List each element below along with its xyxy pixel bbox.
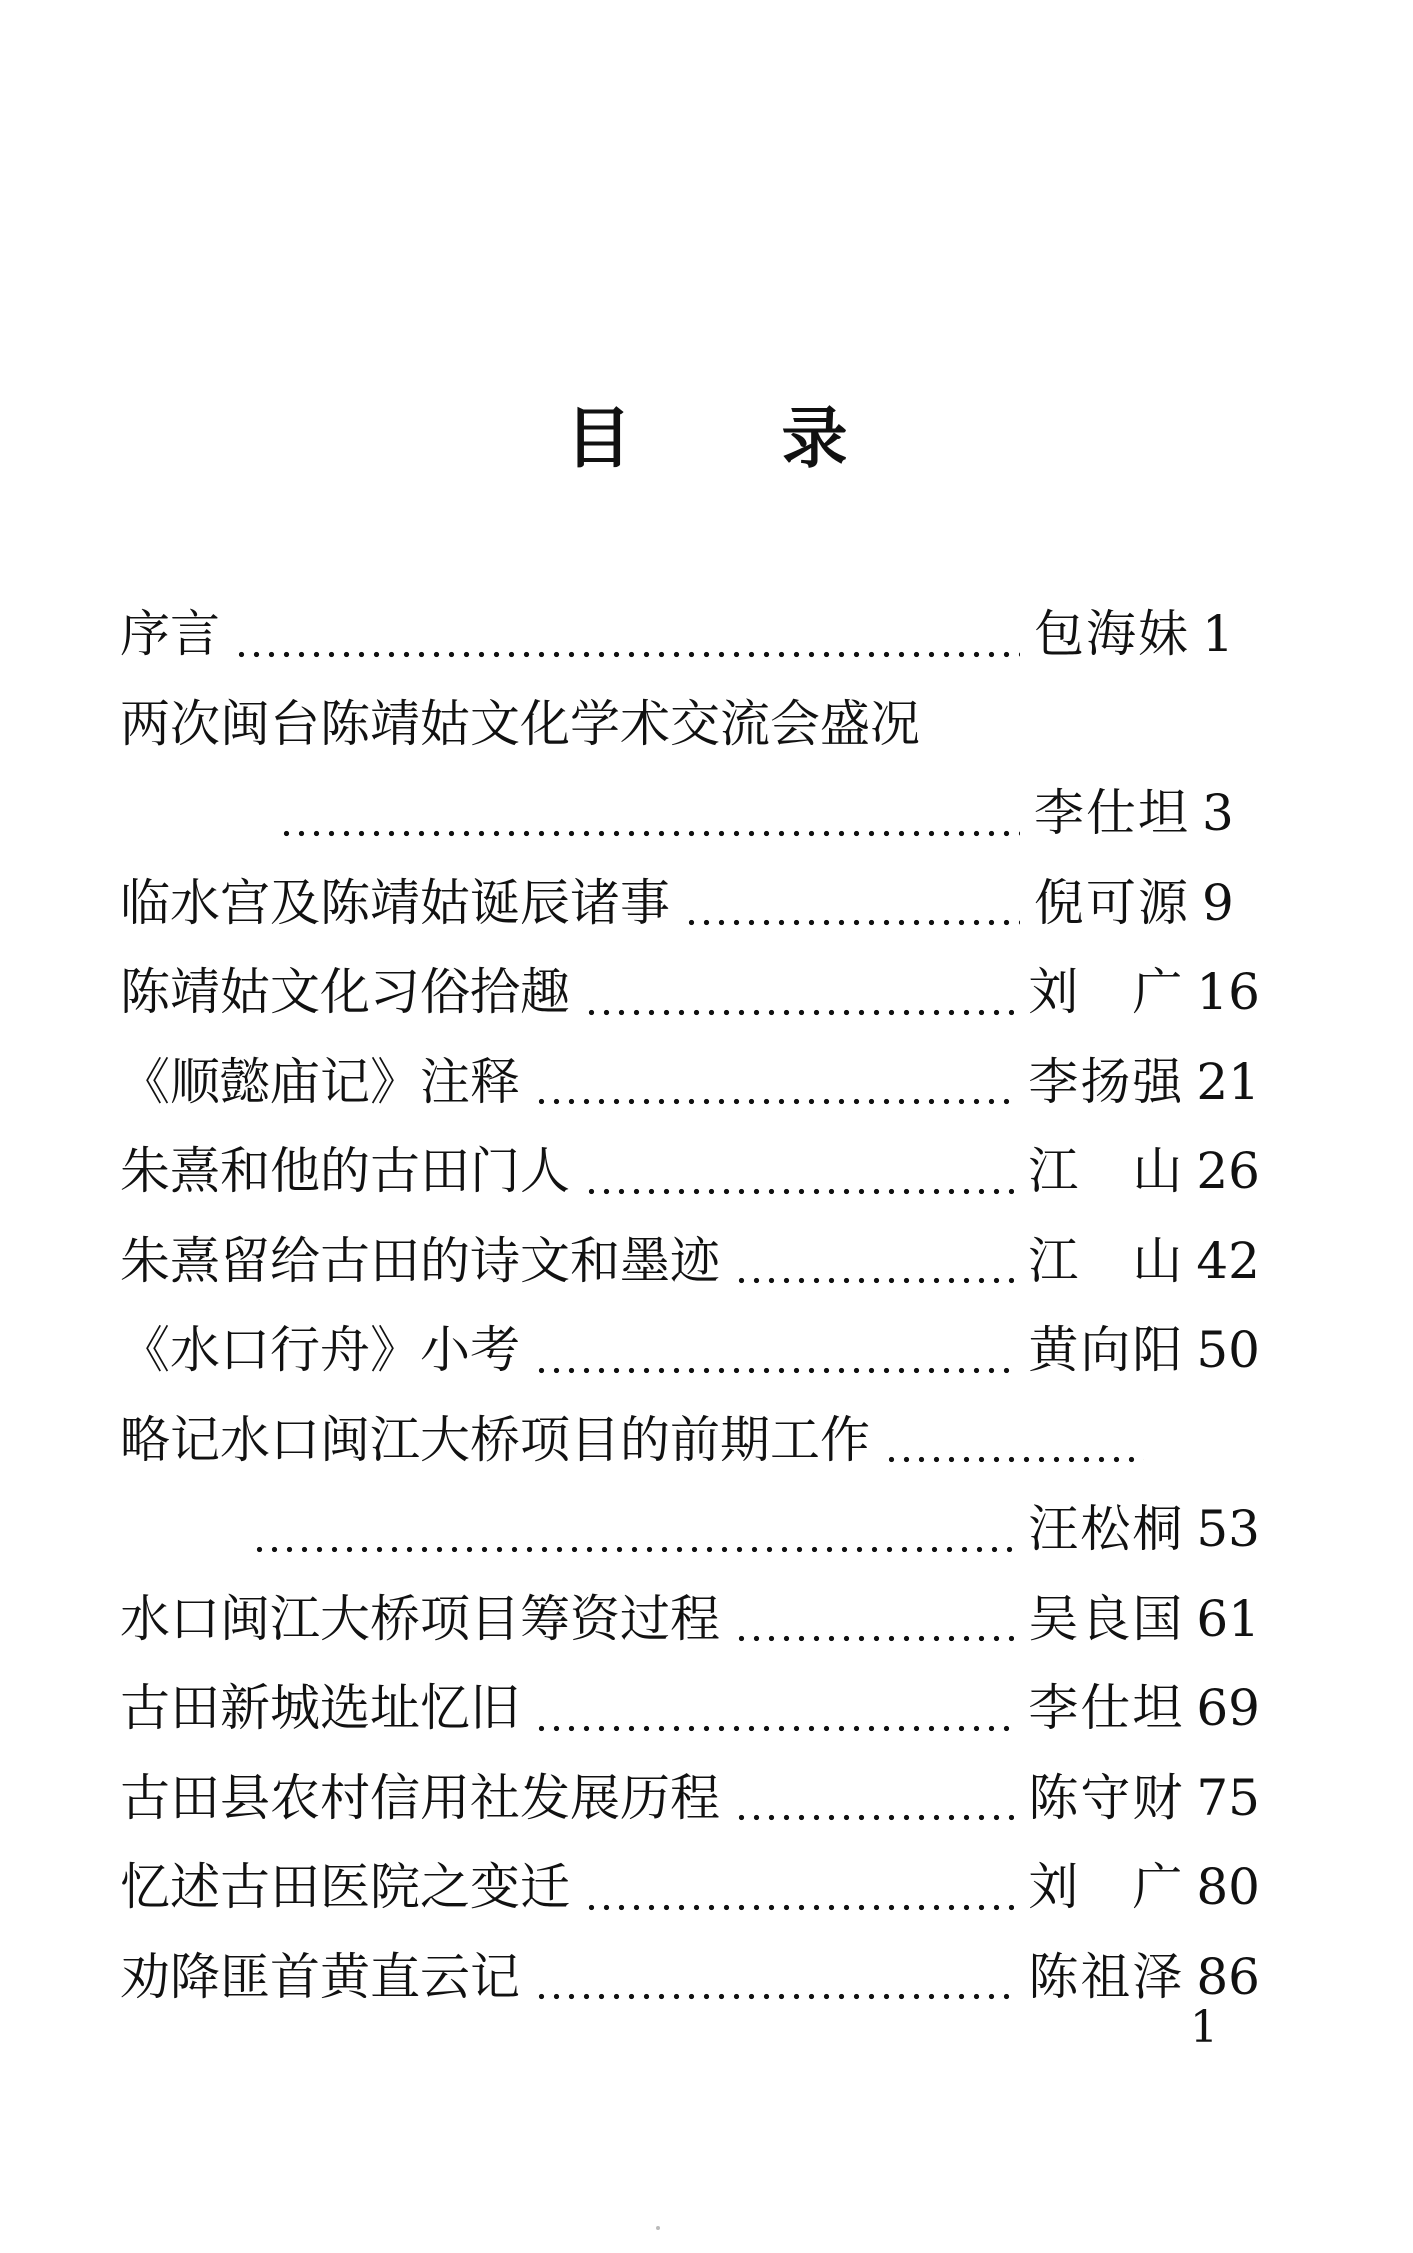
entry-title: 古田县农村信用社发展历程: [120, 1768, 720, 1827]
entry-author: 汪松桐: [1028, 1500, 1185, 1558]
entry-title: 临水宫及陈靖姑诞辰诸事: [120, 873, 670, 932]
leader-dots: [884, 1407, 1144, 1467]
page-number: 1: [1190, 2002, 1218, 2053]
entry-title: 水口闽江大桥项目筹资过程: [120, 1589, 720, 1648]
leader-dots: [234, 602, 1020, 662]
toc-entry[interactable]: [120, 590, 1260, 680]
toc-entry-continuation[interactable]: [120, 769, 1260, 859]
leader-dots: [734, 1586, 1014, 1646]
entry-page: 61: [1196, 1589, 1260, 1648]
leader-dots: [734, 1765, 1014, 1825]
toc-entry[interactable]: [120, 680, 1260, 770]
entry-title: 略记水口闽江大桥项目的前期工作: [120, 1410, 870, 1469]
leader-dots: [584, 1139, 1014, 1199]
entry-title: 序言: [120, 605, 220, 663]
entry-page: 86: [1196, 1947, 1260, 2006]
entry-author: 黄向阳: [1028, 1321, 1185, 1379]
leader-dots: [534, 1318, 1014, 1378]
leader-dots: [584, 1855, 1014, 1915]
toc-entry[interactable]: [120, 1127, 1260, 1217]
toc-entry[interactable]: [120, 1843, 1260, 1933]
leader-dots: [534, 1944, 1014, 2004]
entry-author: 倪可源: [1034, 873, 1190, 932]
toc-entry[interactable]: [120, 1306, 1260, 1396]
leader-dots: [734, 1228, 1014, 1288]
entry-title: 《顺懿庙记》注释: [120, 1052, 520, 1111]
entry-author: 陈祖泽: [1028, 1947, 1185, 2006]
entry-author: 包海妹: [1034, 605, 1190, 663]
leader-dots: [684, 870, 1020, 930]
toc-entry[interactable]: [120, 1933, 1260, 2023]
scan-speck: [656, 2226, 660, 2230]
entry-page: 42: [1196, 1231, 1260, 1290]
toc-entry[interactable]: [120, 1575, 1260, 1665]
entry-title: 劝降匪首黄直云记: [120, 1947, 520, 2006]
entry-page: 50: [1196, 1321, 1260, 1379]
leader-dots: [584, 960, 1014, 1020]
entry-title: 两次闽台陈靖姑文化学术交流会盛况: [120, 694, 920, 753]
title-char-2: 录: [781, 400, 848, 477]
page-title: [0, 385, 1413, 480]
leader-dots: [279, 781, 1020, 841]
entry-page: 3: [1202, 784, 1234, 842]
entry-author: 江 山: [1028, 1231, 1185, 1290]
entry-page: 69: [1196, 1679, 1260, 1737]
entry-page: 21: [1196, 1052, 1260, 1111]
entry-title: 朱熹和他的古田门人: [120, 1142, 570, 1200]
entry-page: 9: [1202, 873, 1234, 932]
toc-entry[interactable]: [120, 1038, 1260, 1128]
leader-dots: [534, 1049, 1014, 1109]
leader-dots: [534, 1676, 1014, 1736]
toc-entry[interactable]: [120, 859, 1260, 949]
entry-author: 刘 广: [1028, 1858, 1185, 1916]
toc-entry-continuation[interactable]: [120, 1485, 1260, 1575]
toc-entry[interactable]: [120, 1754, 1260, 1844]
leader-dots: [252, 1497, 1014, 1557]
entry-page: 1: [1202, 605, 1234, 663]
toc-entry[interactable]: [120, 948, 1260, 1038]
entry-page: 75: [1196, 1768, 1260, 1827]
toc-entry[interactable]: [120, 1217, 1260, 1307]
toc-entry[interactable]: [120, 1396, 1260, 1486]
entry-author: 陈守财: [1028, 1768, 1185, 1827]
entry-author: 江 山: [1028, 1142, 1185, 1200]
entry-title: 古田新城选址忆旧: [120, 1679, 520, 1737]
entry-author: 李扬强: [1028, 1052, 1185, 1111]
entry-author: 李仕坦: [1034, 784, 1190, 842]
entry-author: 刘 广: [1028, 963, 1185, 1021]
entry-title: 陈靖姑文化习俗拾趣: [120, 963, 570, 1021]
entry-title: 忆述古田医院之变迁: [120, 1858, 570, 1916]
title-char-1: 目: [565, 400, 632, 477]
entry-page: 53: [1196, 1500, 1260, 1558]
entry-page: 16: [1196, 963, 1260, 1021]
table-of-contents: [120, 590, 1260, 2022]
entry-author: 李仕坦: [1028, 1679, 1185, 1737]
entry-title: 朱熹留给古田的诗文和墨迹: [120, 1231, 720, 1290]
toc-entry[interactable]: [120, 1664, 1260, 1754]
entry-page: 80: [1196, 1858, 1260, 1916]
entry-page: 26: [1196, 1142, 1260, 1200]
entry-author: 吴良国: [1028, 1589, 1185, 1648]
entry-title: 《水口行舟》小考: [120, 1321, 520, 1379]
